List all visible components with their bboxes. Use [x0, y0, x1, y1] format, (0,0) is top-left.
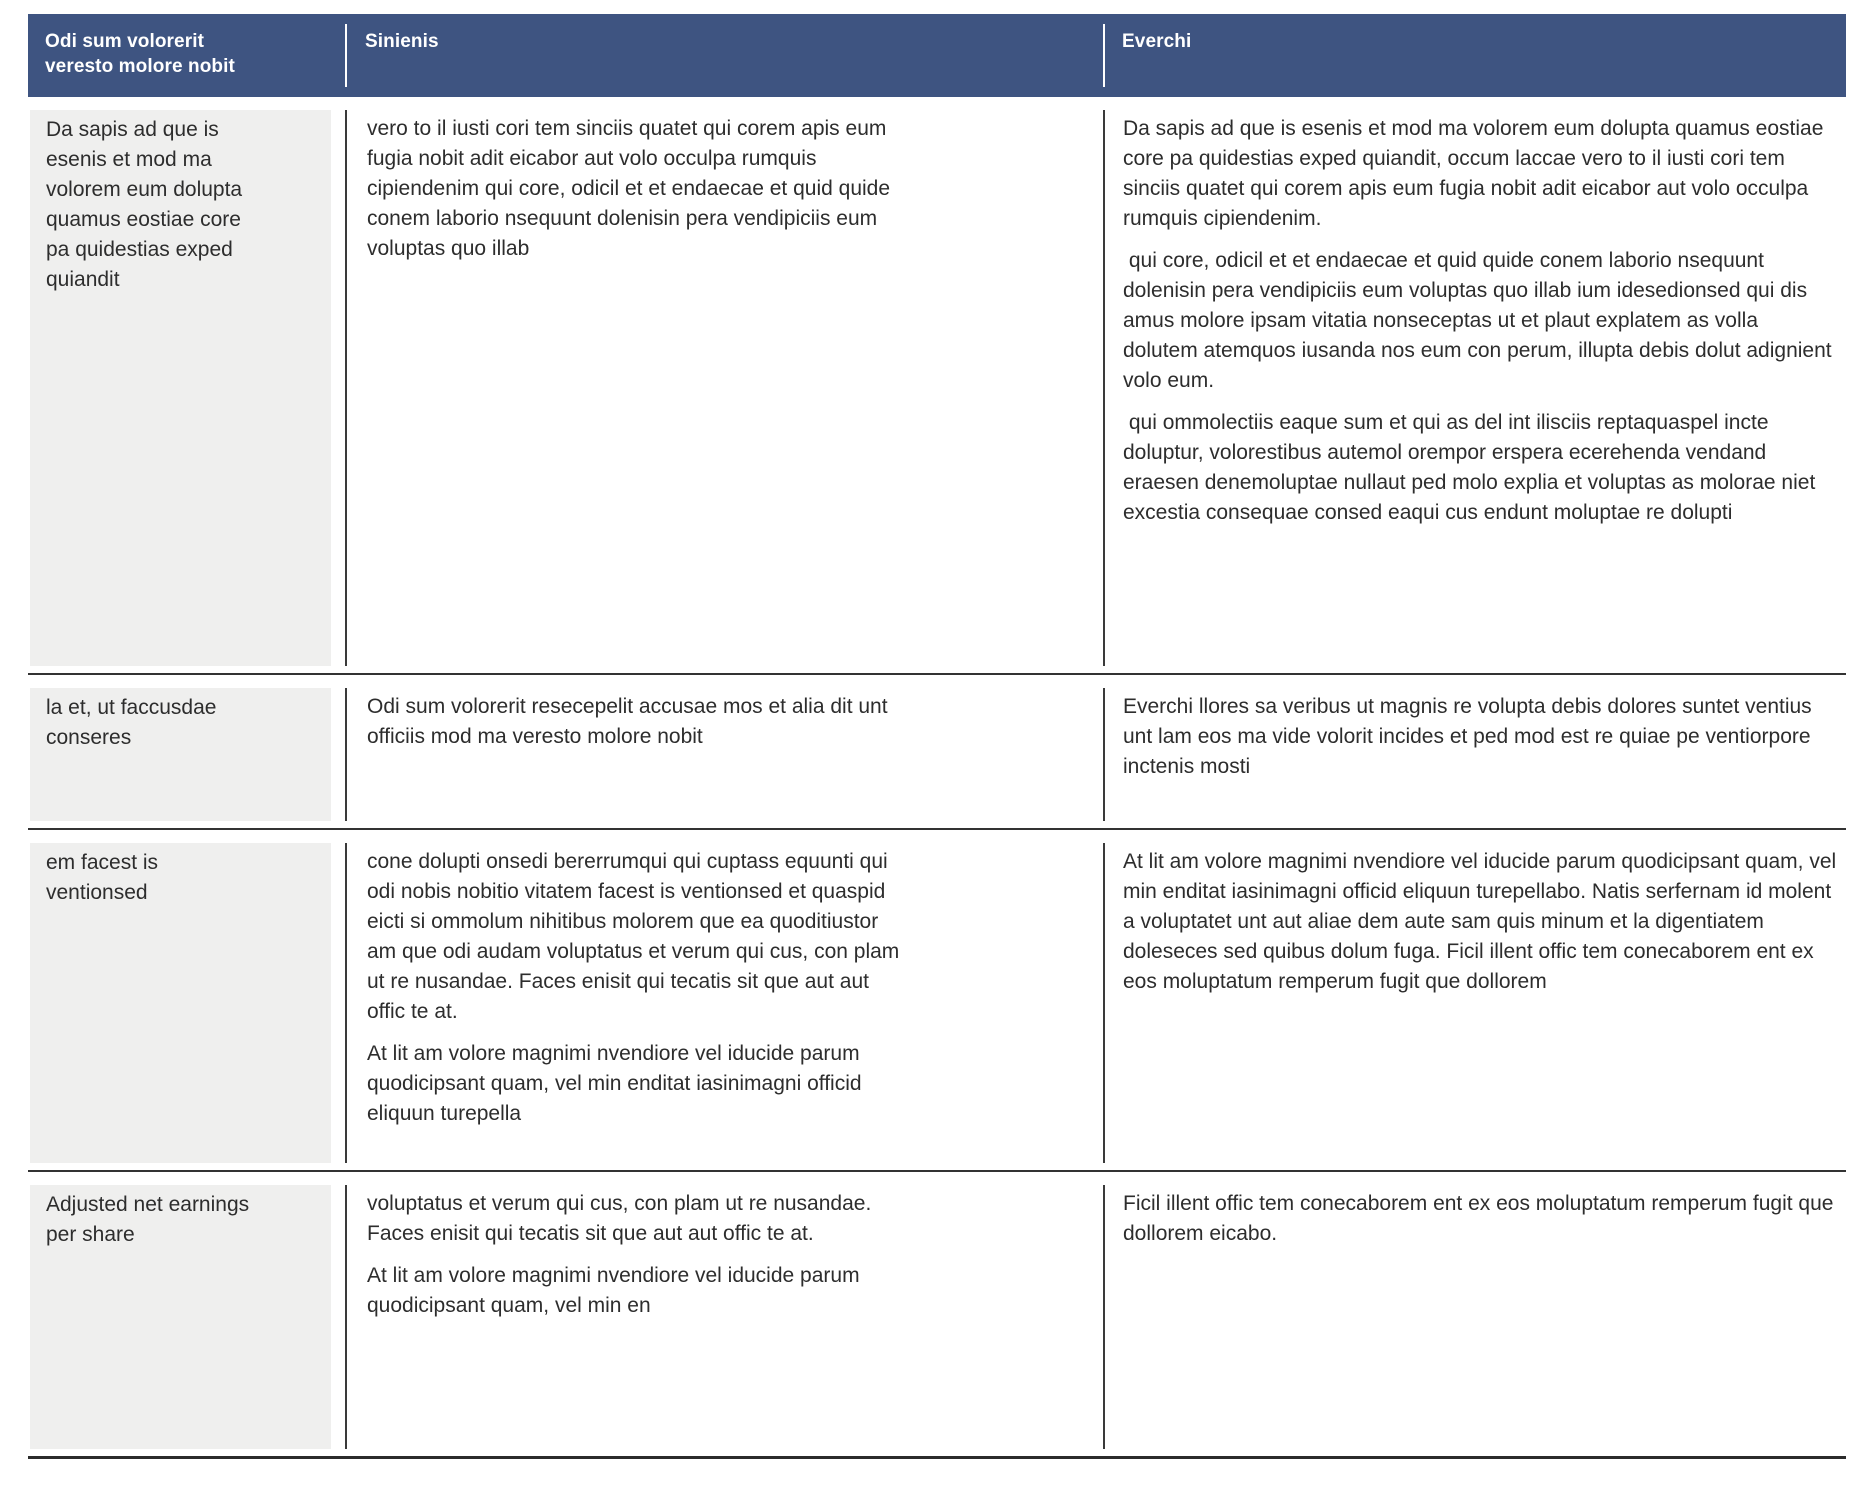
row-separator [28, 1170, 1846, 1172]
cell-paragraph: At lit am volore magnimi nvendiore vel iducide parum quodicipsant quam, vel min enditat iasinimagni officid eliquun turepellabo. Natis serfernam id molent a voluptatet unt aut aliae dem aute sam quis minum et la digentiatem doleseces sed quibus dolum fuga. Ficil illent offic tem conecaborem ent ex eos moluptatum remperum fugit que dollorem [1123, 850, 1843, 993]
row-separator [28, 828, 1846, 830]
table-row [28, 110, 1846, 666]
everchi-cell [1103, 843, 1846, 1163]
row-label: la et, ut faccusdae conseres [46, 696, 223, 749]
cell-paragraph: voluptatus et verum qui cus, con plam ut re nusandae. Faces enisit qui tecatis sit que aut aut offic te at. [367, 1192, 878, 1245]
cell-paragraph: Everchi llores sa veribus ut magnis re volupta debis dolores suntet ventius unt lam eos ma vide volorit incides et ped mod est re quiae pe ventiorpore inctenis mosti [1123, 695, 1818, 778]
column-header-label: Sinienis [365, 31, 439, 52]
row-label-cell [28, 1185, 345, 1449]
cell-paragraph: cone dolupti onsedi bererrumqui qui cuptass equunti qui odi nobis nobitio vitatem facest is ventionsed et quaspid eicti si ommolum nihitibus molorem que ea quoditiustor am que odi audam voluptatus et verum qui cus, con plam ut re nusandae. Faces enisit qui tecatis sit que aut aut offic te at. [367, 850, 906, 1023]
row-label-box [30, 843, 331, 1163]
row-label-box [30, 688, 331, 821]
cell-paragraph: Da sapis ad que is esenis et mod ma volorem eum dolupta quamus eostiae core pa quidestias exped quiandit, occum laccae vero to il iusti cori tem sinciis quatet qui corem apis eum fugia nobit adit eicabor aut volo occulpa rumquis cipiendenim. [1123, 117, 1830, 230]
column-header-odi [28, 14, 345, 97]
cell-paragraph: At lit am volore magnimi nvendiore vel iducide parum quodicipsant quam, vel min enditat iasinimagni officid eliquun turepella [367, 1042, 868, 1125]
row-label: Adjusted net earnings per share [46, 1193, 255, 1246]
table-row [28, 1185, 1846, 1449]
cell-paragraph: Odi sum volorerit resecepelit accusae mos et alia dit unt officiis mod ma veresto molore nobit [367, 695, 894, 748]
row-label-box [30, 1185, 331, 1449]
column-header-everchi [1103, 14, 1846, 97]
everchi-cell [1103, 110, 1846, 666]
cell-paragraph: qui core, odicil et et endaecae et quid quide conem laborio nsequunt dolenisin pera vendipiciis eum voluptas quo illab ium idesedionsed qui dis amus molore ipsam vitatia nonseceptas ut et plaut explatem as volla dolutem atemquos iusanda nos eum con perum, illupta debis dolut adignient volo eum. [1123, 249, 1838, 392]
sinienis-cell [345, 110, 1103, 666]
table-bottom-border [28, 1456, 1846, 1459]
row-label: em facest is ventionsed [46, 851, 164, 904]
row-label-cell [28, 688, 345, 821]
table-row [28, 843, 1846, 1163]
row-label-box [30, 110, 331, 666]
cell-paragraph: At lit am volore magnimi nvendiore vel iducide parum quodicipsant quam, vel min en [367, 1264, 866, 1317]
header-column-divider [1103, 24, 1105, 87]
everchi-cell [1103, 1185, 1846, 1449]
table-header-row [28, 14, 1846, 97]
cell-paragraph: Ficil illent offic tem conecaborem ent ex eos moluptatum remperum fugit que dollorem eicabo. [1123, 1192, 1840, 1245]
column-header-sinienis [345, 14, 1103, 97]
column-header-label: Everchi [1122, 31, 1192, 52]
cell-paragraph: qui ommolectiis eaque sum et qui as del int ilisciis reptaquaspel incte doluptur, volorestibus autemol orempor erspera ecerehenda vendand eraesen denemoluptae nullaut ped molo explia et voluptas as molorae niet excestia consequae consed eaqui cus endunt moluptae re dolupti [1123, 411, 1822, 524]
header-column-divider [345, 24, 347, 87]
table-row [28, 688, 1846, 821]
sinienis-cell [345, 843, 1103, 1163]
row-separator [28, 673, 1846, 675]
row-label: Da sapis ad que is esenis et mod ma volorem eum dolupta quamus eostiae core pa quidestias exped quiandit [46, 118, 248, 291]
row-label-cell [28, 843, 345, 1163]
row-label-cell [28, 110, 345, 666]
cell-paragraph: vero to il iusti cori tem sinciis quatet qui corem apis eum fugia nobit adit eicabor aut volo occulpa rumquis cipiendenim qui core, odicil et et endaecae et quid quide conem laborio nsequunt dolenisin pera vendipiciis eum voluptas quo illab [367, 117, 896, 260]
sinienis-cell [345, 1185, 1103, 1449]
sinienis-cell [345, 688, 1103, 821]
column-header-label: Odi sum volorerit veresto molore nobit [45, 31, 235, 77]
everchi-cell [1103, 688, 1846, 821]
